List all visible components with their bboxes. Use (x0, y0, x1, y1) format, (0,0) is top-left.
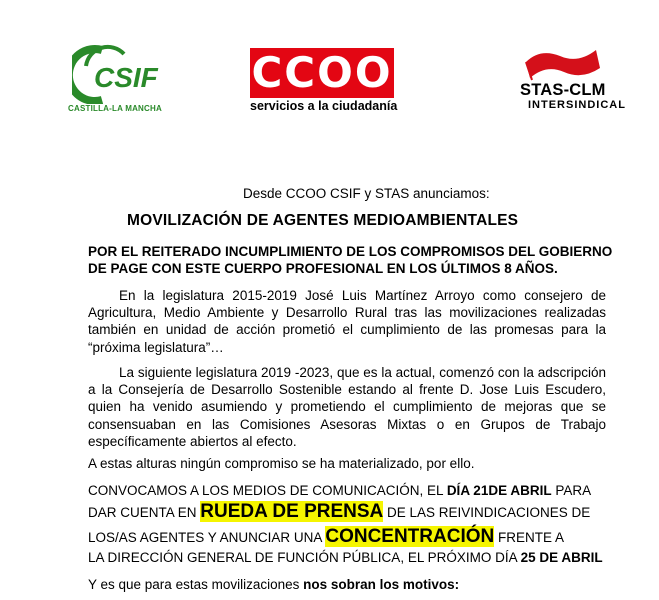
paragraph-3: A estas alturas ningún compromiso se ha materializado, por ello. (88, 456, 475, 471)
concentration-highlight: CONCENTRACIÓN (325, 526, 495, 547)
intro-text: Desde CCOO CSIF y STAS anunciamos: (243, 186, 490, 201)
convocatoria-line-1 (88, 483, 591, 498)
stas-logo-text: STAS-CLM (520, 81, 606, 99)
subtitle-line-1: POR EL REITERADO INCUMPLIMIENTO DE LOS COMPROMISOS DEL GOBIERNO (88, 244, 613, 259)
closing-line (88, 577, 459, 592)
flag-icon (520, 42, 630, 82)
convocatoria-text: PARA (551, 483, 592, 498)
press-date: DÍA 21DE ABRIL (446, 483, 552, 498)
ccoo-logo (250, 48, 398, 114)
convocatoria-text: FRENTE A (494, 530, 564, 545)
stas-logo-subtitle: INTERSINDICAL (528, 99, 626, 111)
convocatoria-line-4 (88, 550, 603, 565)
csif-logo-text: CSIF (94, 62, 158, 93)
ccoo-logo-block (250, 48, 394, 98)
closing-text: Y es que para estas movilizaciones (88, 577, 304, 592)
concentration-date: 25 DE ABRIL (520, 550, 603, 565)
convocatoria-text: CONVOCAMOS A LOS MEDIOS DE COMUNICACIÓN, EL (88, 483, 447, 498)
csif-logo-subtitle: CASTILLA-LA MANCHA (68, 104, 162, 113)
subtitle-line-2: DE PAGE CON ESTE CUERPO PROFESIONAL EN LOS ÚLTIMOS 8 AÑOS. (88, 261, 558, 276)
convocatoria-text: LA DIRECCIÓN GENERAL DE FUNCIÓN PÚBLICA, EL PRÓXIMO DÍA (88, 550, 521, 565)
convocatoria-text: DAR CUENTA EN (88, 505, 201, 520)
paragraph-2: La siguiente legislatura 2019 -2023, que es la actual, comenzó con la adscripción a la Consejería de Desarrollo Sostenible estando al frente D. Jose Luis Escudero, quien ha venido asumiendo y prometiendo el cumplimiento de mejoras que se consensuaban en las Comisiones Asesoras Mixtas o en Grupos de Trabajo específicamente abiertos al efecto. (88, 365, 606, 449)
convocatoria-line-3 (88, 526, 564, 548)
press-conference-highlight: RUEDA DE PRENSA (200, 501, 384, 522)
stas-logo (520, 42, 630, 117)
paragraph-1: En la legislatura 2015-2019 José Luis Martínez Arroyo como consejero de Agricultura, Medio Ambiente y Desarrollo Rural tras las movilizaciones realizadas también en unidad de acción prometió el cumplimiento de las promesas para la “próxima legislatura”… (88, 288, 606, 355)
convocatoria-text: DE LAS REIVINDICACIONES DE (383, 505, 591, 520)
convocatoria-text: LOS/AS AGENTES Y ANUNCIAR UNA (88, 530, 326, 545)
csif-emblem-icon (72, 44, 162, 104)
document-title: MOVILIZACIÓN DE AGENTES MEDIOAMBIENTALES (127, 212, 519, 229)
ccoo-logo-text: CCOO (251, 48, 393, 97)
convocatoria-line-2 (88, 501, 590, 523)
closing-bold-text: nos sobran los motivos: (303, 577, 460, 592)
ccoo-logo-subtitle: servicios a la ciudadanía (250, 99, 398, 113)
